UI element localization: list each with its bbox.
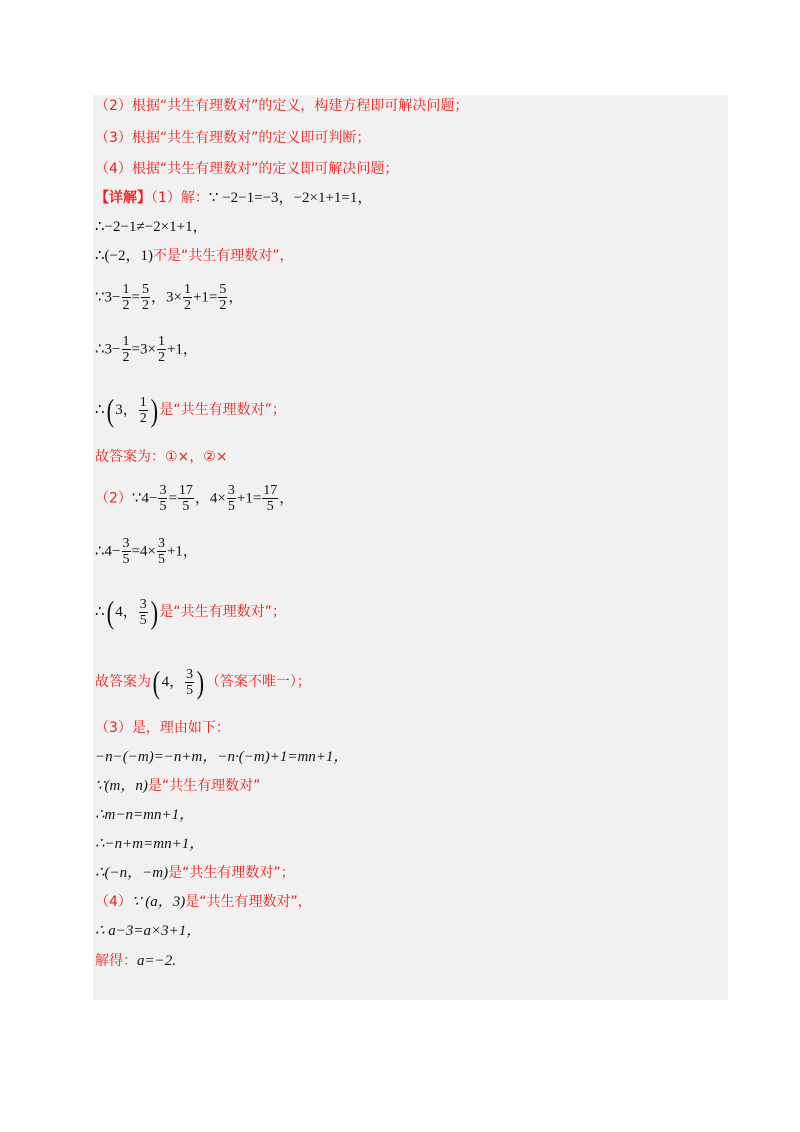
solution-line-4: ∵3− $\frac{1}{2}$ = $\frac{5}{2}$ ，3× $\frac{1}{2}$ +1= $\frac{5}{2}$ ， bbox=[95, 282, 244, 313]
solution-line-18: 解得：a=−2. bbox=[95, 953, 176, 969]
detail-tag: 【详解】 bbox=[95, 190, 151, 206]
answer-line-1: 故答案为：①×，②× bbox=[95, 449, 228, 465]
fraction: $\frac{17}{5}$ bbox=[263, 483, 278, 514]
fraction: $\frac{1}{2}$ bbox=[122, 334, 130, 365]
solution-line-11: −n−(−m)=−n+m，−n·(−m)+1=mn+1， bbox=[95, 749, 349, 765]
fraction: $\frac{1}{2}$ bbox=[139, 394, 147, 426]
solution-line-7: （2）∵4− $\frac{3}{5}$ = $\frac{17}{5}$ ，4× $\frac{3}{5}$ +1= $\frac{17}{5}$ ， bbox=[95, 483, 295, 514]
fraction: $\frac{3}{5}$ bbox=[139, 596, 147, 628]
fraction: $\frac{5}{2}$ bbox=[141, 282, 149, 313]
line-2-hint: （2）根据“共生有理数对”的定义，构建方程即可解决问题； bbox=[95, 98, 469, 114]
fraction: $\frac{1}{2}$ bbox=[157, 334, 165, 365]
fraction: $\frac{17}{5}$ bbox=[178, 483, 193, 514]
fraction: $\frac{1}{2}$ bbox=[183, 282, 191, 313]
line-3-hint: （3）根据“共生有理数对”的定义即可判断； bbox=[95, 130, 371, 146]
solution-line-17: ∴ a−3=a×3+1， bbox=[95, 923, 202, 939]
solution-line-5: ∴3− $\frac{1}{2}$ =3× $\frac{1}{2}$ +1， bbox=[95, 334, 198, 365]
solution-line-15: ∴(−n，−m)是“共生有理数对”； bbox=[95, 865, 295, 881]
solution-line-13: ∴m−n=mn+1， bbox=[95, 807, 195, 823]
solution-line-6: ∴( 3， $\frac{1}{2}$ ) 是“共生有理数对”； bbox=[95, 392, 286, 428]
fraction: $\frac{5}{2}$ bbox=[219, 282, 227, 313]
solution-line-14: ∴−n+m=mn+1， bbox=[95, 836, 205, 852]
fraction: $\frac{3}{5}$ bbox=[159, 483, 167, 514]
fraction: $\frac{3}{5}$ bbox=[186, 666, 194, 698]
solution-line-12: ∵(m，n)是“共生有理数对” bbox=[95, 778, 261, 794]
solution-line-10: （3）是，理由如下： bbox=[95, 720, 230, 736]
solution-line-16: （4）∵ (a，3)是“共生有理数对”， bbox=[95, 894, 312, 910]
line-4-hint: （4）根据“共生有理数对”的定义即可解决问题； bbox=[95, 161, 399, 177]
fraction: $\frac{3}{5}$ bbox=[122, 536, 130, 567]
solution-line-3: ∴(−2，1)不是“共生有理数对”， bbox=[95, 248, 294, 264]
fraction: $\frac{1}{2}$ bbox=[122, 282, 130, 313]
fraction: $\frac{3}{5}$ bbox=[227, 483, 235, 514]
solution-line-1: 【详解】（1）解：∵ −2−1=−3，−2×1+1=1， bbox=[95, 190, 373, 206]
solution-line-2: ∴−2−1≠−2×1+1， bbox=[95, 219, 208, 235]
solution-line-8: ∴4− $\frac{3}{5}$ =4× $\frac{3}{5}$ +1， bbox=[95, 536, 198, 567]
fraction: $\frac{3}{5}$ bbox=[157, 536, 165, 567]
solution-line-9: ∴( 4， $\frac{3}{5}$ ) 是“共生有理数对”； bbox=[95, 594, 286, 630]
answer-line-2: 故答案为( 4， $\frac{3}{5}$ ) （答案不唯一）； bbox=[95, 664, 311, 700]
